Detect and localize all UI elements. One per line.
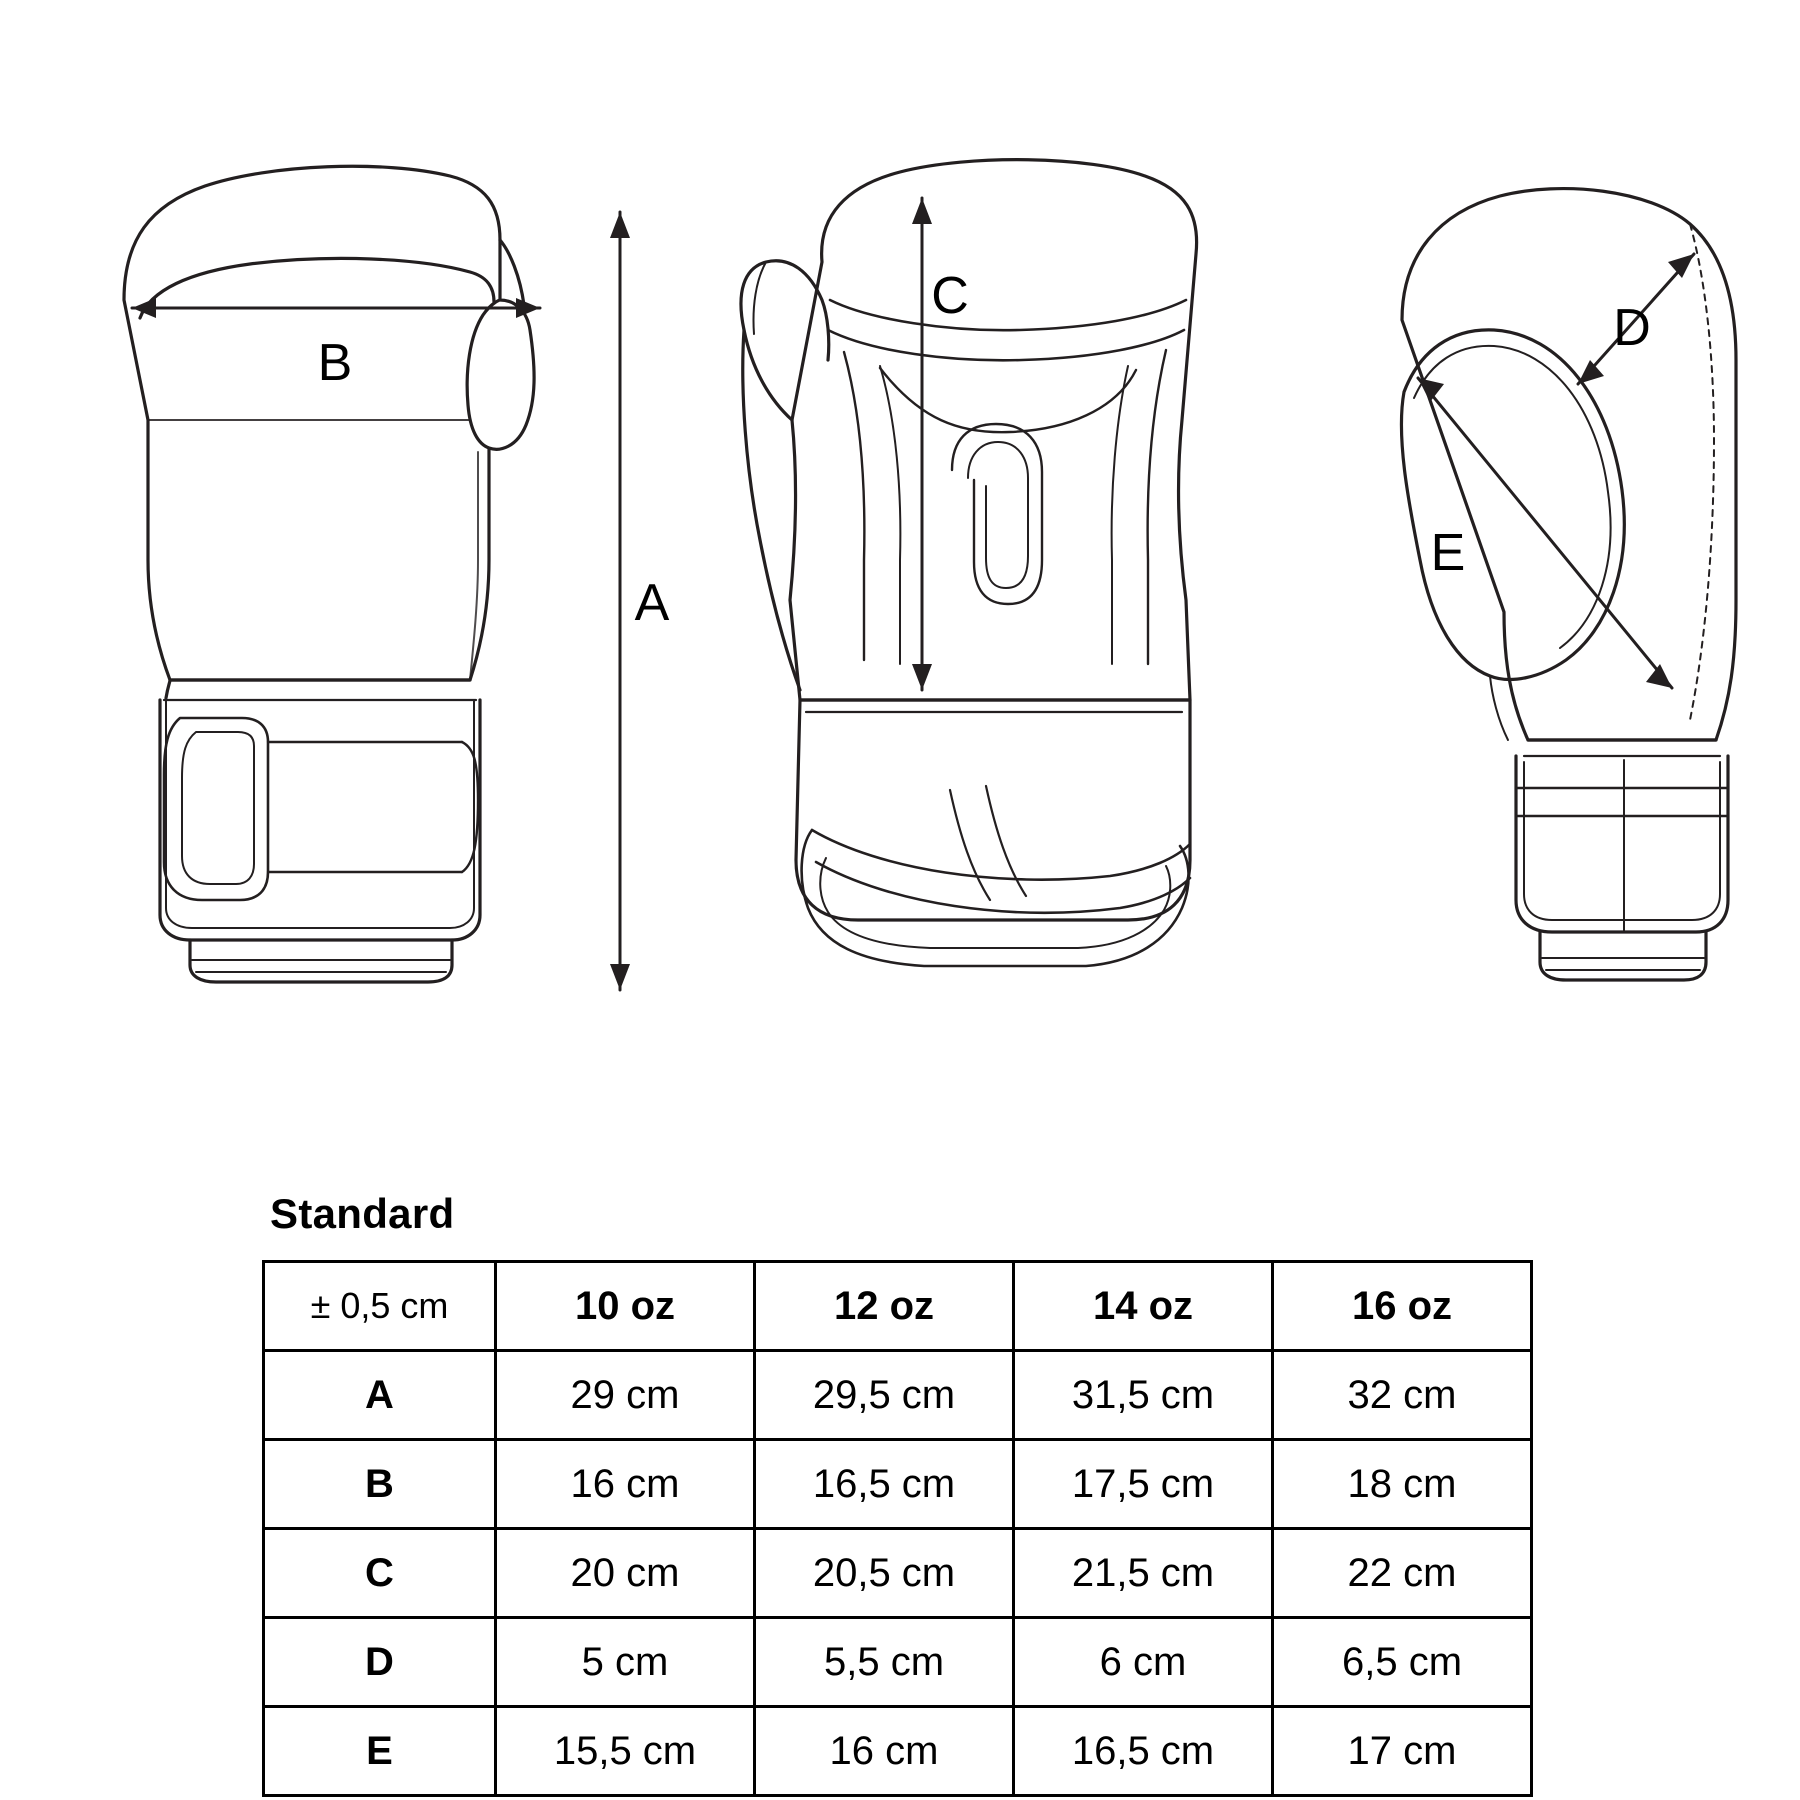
- table-row: [264, 1529, 1532, 1618]
- dimension-arrow-c: [912, 198, 932, 690]
- cell-e-12oz: 16 cm: [755, 1707, 1014, 1796]
- row-label-d: D: [264, 1618, 496, 1707]
- row-label-b: B: [264, 1440, 496, 1529]
- cell-d-10oz: 5 cm: [496, 1618, 755, 1707]
- cell-b-14oz: 17,5 cm: [1014, 1440, 1273, 1529]
- cell-d-16oz: 6,5 cm: [1273, 1618, 1532, 1707]
- row-label-e: E: [264, 1707, 496, 1796]
- table-row: [264, 1440, 1532, 1529]
- cell-e-14oz: 16,5 cm: [1014, 1707, 1273, 1796]
- table-header-14oz: 14 oz: [1014, 1262, 1273, 1351]
- size-table-section: [262, 1190, 1532, 1797]
- cell-b-12oz: 16,5 cm: [755, 1440, 1014, 1529]
- cell-b-16oz: 18 cm: [1273, 1440, 1532, 1529]
- cell-e-10oz: 15,5 cm: [496, 1707, 755, 1796]
- table-row: [264, 1707, 1532, 1796]
- table-header-tolerance: ± 0,5 cm: [264, 1262, 496, 1351]
- glove-palm-view: [741, 160, 1197, 966]
- size-table: [262, 1260, 1533, 1797]
- label-e: E: [1430, 524, 1466, 582]
- table-row: [264, 1351, 1532, 1440]
- dimension-arrow-b: [132, 298, 540, 318]
- cell-b-10oz: 16 cm: [496, 1440, 755, 1529]
- row-label-c: C: [264, 1529, 496, 1618]
- table-header-12oz: 12 oz: [755, 1262, 1014, 1351]
- dimension-arrow-a: [610, 212, 630, 990]
- cell-d-14oz: 6 cm: [1014, 1618, 1273, 1707]
- table-header-10oz: 10 oz: [496, 1262, 755, 1351]
- glove-front-view: [124, 166, 630, 990]
- table-header-row: [264, 1262, 1532, 1351]
- cell-a-16oz: 32 cm: [1273, 1351, 1532, 1440]
- cell-c-10oz: 20 cm: [496, 1529, 755, 1618]
- table-title: Standard: [270, 1190, 455, 1237]
- cell-a-14oz: 31,5 cm: [1014, 1351, 1273, 1440]
- cell-c-14oz: 21,5 cm: [1014, 1529, 1273, 1618]
- cell-a-12oz: 29,5 cm: [755, 1351, 1014, 1440]
- cell-e-16oz: 17 cm: [1273, 1707, 1532, 1796]
- label-d: D: [1613, 299, 1651, 357]
- table-header-16oz: 16 oz: [1273, 1262, 1532, 1351]
- cell-a-10oz: 29 cm: [496, 1351, 755, 1440]
- label-a: A: [634, 574, 670, 632]
- label-b: B: [317, 334, 353, 392]
- label-c: C: [931, 267, 969, 325]
- table-row: [264, 1618, 1532, 1707]
- glove-side-view: [1401, 189, 1736, 980]
- cell-c-12oz: 20,5 cm: [755, 1529, 1014, 1618]
- row-label-a: A: [264, 1351, 496, 1440]
- cell-d-12oz: 5,5 cm: [755, 1618, 1014, 1707]
- cell-c-16oz: 22 cm: [1273, 1529, 1532, 1618]
